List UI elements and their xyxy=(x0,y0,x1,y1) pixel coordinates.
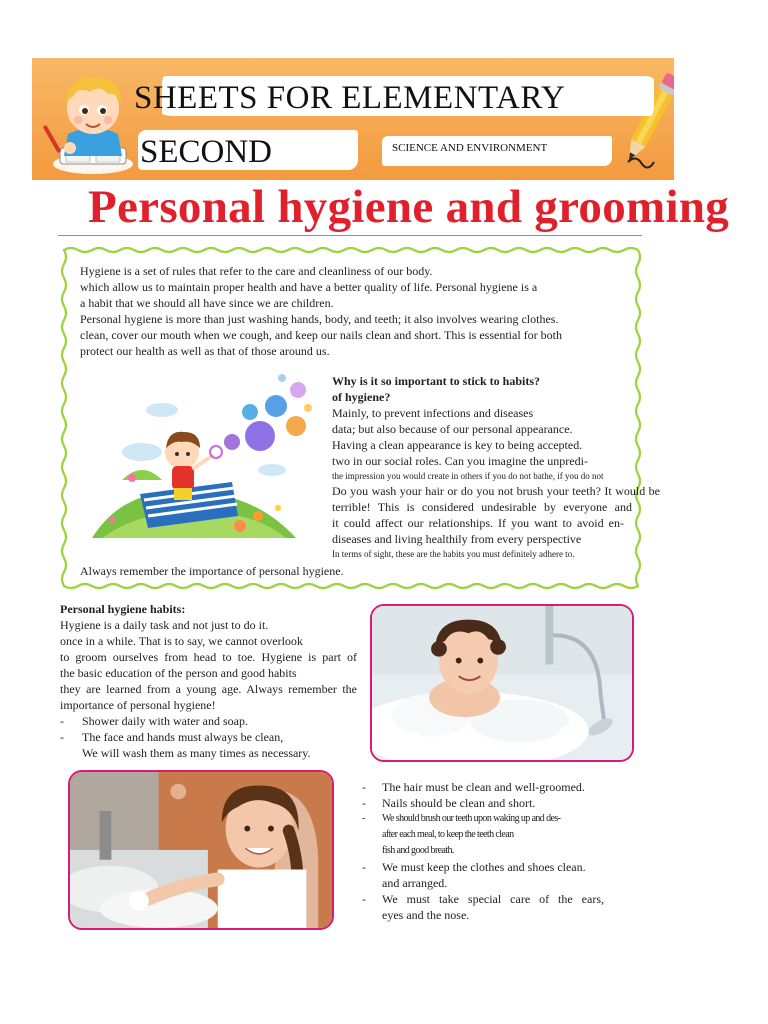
habit-item-cont: eyes and the nose. xyxy=(382,908,470,922)
list-dash: - xyxy=(60,714,64,728)
why-line: Mainly, to prevent infections and diseases xyxy=(332,406,534,420)
habit-item xyxy=(362,779,612,795)
why-heading-cont: of hygiene? xyxy=(332,390,391,404)
habit-item-text: The hair must be clean and well-groomed. xyxy=(382,780,585,794)
intro-line: protect our health as well as that of those around us. xyxy=(80,344,330,358)
habit-item-text: Nails should be clean and short. xyxy=(382,796,536,810)
habit-item xyxy=(362,859,612,875)
list-dash: - xyxy=(362,813,365,824)
intro-line: clean, cover our mouth when we cough, and keep our nails clean and short. This is essential for both xyxy=(80,328,562,342)
why-small-line: the impression you would create in others if you do not bathe, if you do not xyxy=(332,471,604,481)
habit-item xyxy=(362,891,612,907)
wash-photo-image xyxy=(70,772,332,928)
why-heading: Why is it so important to stick to habits? xyxy=(332,374,541,388)
girl-washing-hands-photo xyxy=(68,770,334,930)
list-dash: - xyxy=(362,892,366,906)
why-important-section xyxy=(332,373,662,561)
title-underline xyxy=(58,235,642,236)
why-line: two in our social roles. Can you imagine the unpredi- xyxy=(332,454,588,468)
habit-item xyxy=(60,729,358,745)
child-reading-illustration xyxy=(38,64,148,176)
banner-title: SHEETS FOR ELEMENTARY xyxy=(134,80,566,116)
habits-line: once in a while. That is to say, we cannot overlook xyxy=(60,634,303,648)
why-line: data; but also because of our personal appearance. xyxy=(332,422,573,436)
child-bathing-photo xyxy=(370,604,634,762)
habits-line: Hygiene is a daily task and not just to do it. xyxy=(60,618,269,632)
intro-line: Personal hygiene is more than just washing hands, body, and teeth; it also involves wearing clothes. xyxy=(80,312,559,326)
why-line: diseases and living healthily from every perspective xyxy=(332,532,582,546)
habit-item xyxy=(60,713,358,729)
habits-list-continued xyxy=(362,779,612,923)
page-title: Personal hygiene and grooming xyxy=(88,181,730,233)
habit-item-cont: fish and good breath. xyxy=(382,845,454,856)
habit-item-cont: after each meal, to keep the teeth clean xyxy=(382,829,514,840)
header-banner xyxy=(32,58,674,180)
intro-line: Hygiene is a set of rules that refer to the care and cleanliness of our body. xyxy=(80,264,433,278)
boy-blowing-bubbles-illustration xyxy=(82,370,314,548)
why-line: terrible! This is considered undesirable by everyone and xyxy=(332,500,632,514)
habit-item-text: We must take special care of the ears, xyxy=(382,892,604,906)
intro-line: a habit that we should all have since we are children. xyxy=(80,296,334,310)
habit-item-text: We must keep the clothes and shoes clean. xyxy=(382,860,586,874)
habits-section xyxy=(60,601,358,761)
list-dash: - xyxy=(362,796,366,810)
intro-line: which allow us to maintain proper health and have a better quality of life. Personal hygiene is a xyxy=(80,280,538,294)
list-dash: - xyxy=(60,730,64,744)
box-closing-line: Always remember the importance of personal hygiene. xyxy=(80,564,344,578)
intro-paragraph xyxy=(80,263,620,359)
habit-item-text: Shower daily with water and soap. xyxy=(82,714,248,728)
habits-heading: Personal hygiene habits: xyxy=(60,602,186,616)
habit-item xyxy=(362,795,612,811)
why-line: it could affect our relationships. If you want to avoid en- xyxy=(332,516,624,530)
habits-line: importance of personal hygiene! xyxy=(60,698,216,712)
habit-item-text: We should brush our teeth upon waking up and des- xyxy=(382,813,561,824)
habits-line: they are learned from a young age. Always remember the xyxy=(60,682,357,696)
habits-line: the basic education of the person and good habits xyxy=(60,666,297,680)
habit-item-cont: We will wash them as many times as necessary. xyxy=(82,746,311,760)
habit-item-cont: and arranged. xyxy=(382,876,448,890)
why-line: Do you wash your hair or do you not brush your teeth? It would be xyxy=(332,484,660,498)
banner-grade: SECOND xyxy=(140,134,273,170)
why-line: Having a clean appearance is key to being accepted. xyxy=(332,438,583,452)
list-dash: - xyxy=(362,780,366,794)
habits-line: to groom ourselves from head to toe. Hygiene is part of xyxy=(60,650,357,664)
banner-subject: SCIENCE AND ENVIRONMENT xyxy=(392,142,548,154)
bath-photo-image xyxy=(372,606,632,760)
list-dash: - xyxy=(362,860,366,874)
habit-item xyxy=(362,811,612,827)
why-small-line: In terms of sight, these are the habits you must definitely adhere to. xyxy=(332,549,575,559)
habit-item-text: The face and hands must always be clean, xyxy=(82,730,284,744)
